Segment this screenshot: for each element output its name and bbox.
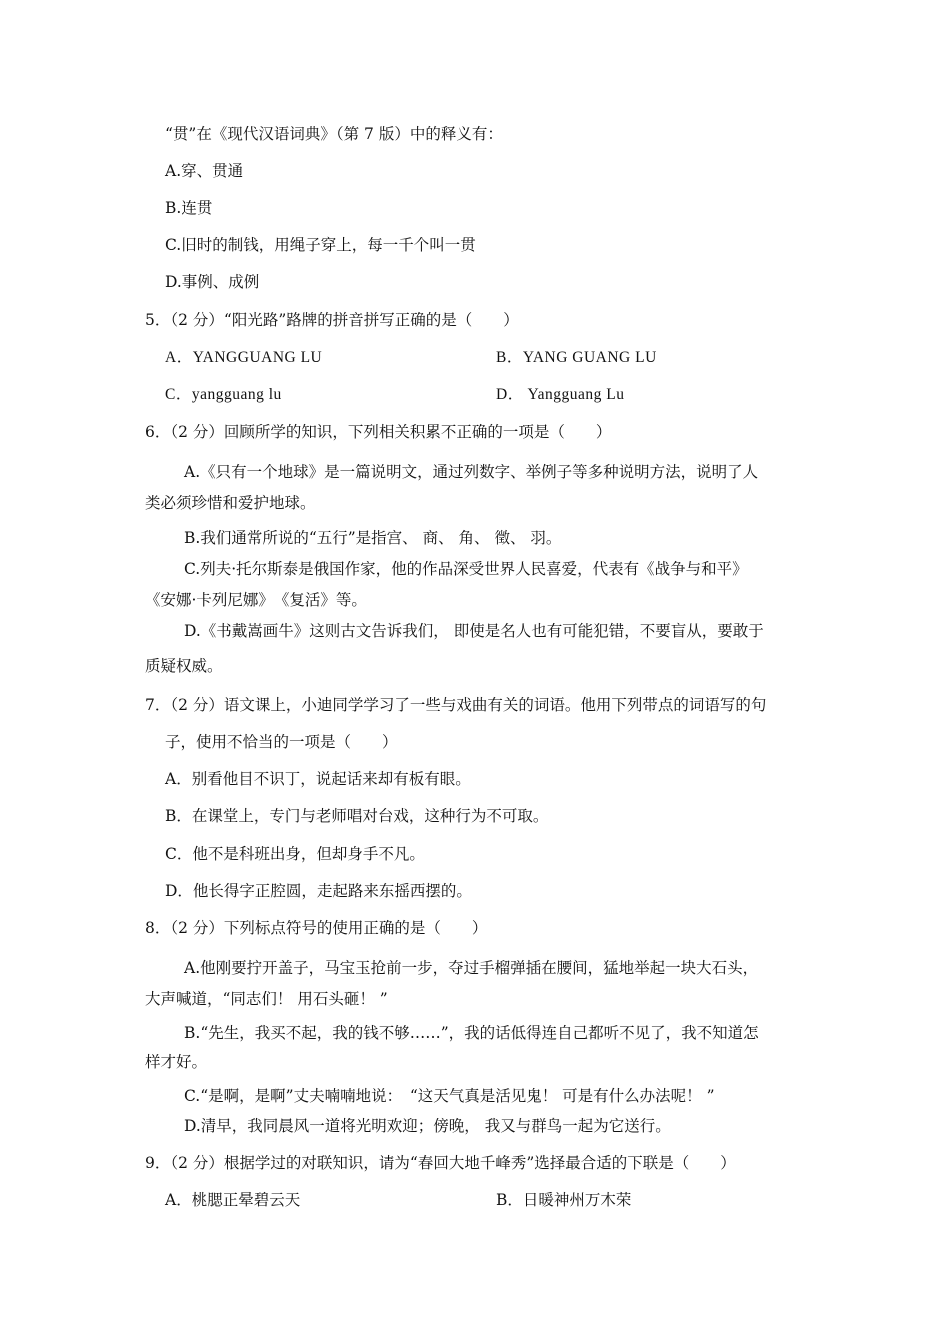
question-8-option-a-line1: A.他刚要拧开盖子，马宝玉抢前一步，夺过手榴弹插在腰间，猛地举起一块大石头， <box>184 959 759 977</box>
question-7-option-c: C．他不是科班出身，但却身手不凡。 <box>165 845 425 863</box>
question-9-stem: 9．（2 分）根据学过的对联知识，请为“春回大地千峰秀”选择最合适的下联是（ ） <box>145 1154 736 1172</box>
question-5-option-d: D． Yangguang Lu <box>496 386 625 403</box>
question-8-option-c: C.“是啊，是啊”丈夫喃喃地说： “这天气真是活见鬼！ 可是有什么办法呢！ ” <box>184 1087 715 1105</box>
question-7-stem-line2: 子，使用不恰当的一项是（ ） <box>165 733 398 751</box>
question-8-option-a-line2: 大声喊道，“同志们！ 用石头砸！ ” <box>145 990 388 1008</box>
question-8-option-b-line2: 样才好。 <box>145 1053 208 1071</box>
question-7-option-d: D．他长得字正腔圆，走起路来东摇西摆的。 <box>165 882 472 900</box>
question-8-option-b-line1: B.“先生，我买不起，我的钱不够……”，我的话低得连自己都听不见了，我不知道怎 <box>184 1024 759 1042</box>
question-6-option-c-line2: 《安娜·卡列尼娜》 《复活》等。 <box>145 591 367 609</box>
question-6-option-d-line1: D.《书戴嵩画牛》这则古文告诉我们， 即使是名人也有可能犯错，不要盲从，要敢于 <box>184 622 764 640</box>
definition-b: B.连贯 <box>165 199 213 217</box>
question-5-option-a: A．YANGGUANG LU <box>165 349 323 366</box>
question-6-option-c-line1: C.列夫·托尔斯泰是俄国作家，他的作品深受世界人民喜爱，代表有《战争与和平》 <box>184 560 748 578</box>
question-5-stem: 5．（2 分）“阳光路”路牌的拼音拼写正确的是（ ） <box>145 311 519 329</box>
question-7-stem-line1: 7．（2 分）语文课上，小迪同学学习了一些与戏曲有关的词语。他用下列带点的词语写的句 <box>145 696 767 714</box>
question-5-option-c: C．yangguang lu <box>165 386 282 403</box>
question-6-option-b: B.我们通常所说的“五行”是指宫、 商、 角、 徵、 羽。 <box>184 529 562 547</box>
question-6-option-a-line1: A.《只有一个地球》是一篇说明文，通过列数字、举例子等多种说明方法，说明了人 <box>184 463 759 481</box>
question-7-option-b: B．在课堂上，专门与老师唱对台戏，这种行为不可取。 <box>165 807 549 825</box>
definition-a: A.穿、贯通 <box>165 162 244 180</box>
question-7-option-a: A．别看他目不识丁，说起话来却有板有眼。 <box>165 770 471 788</box>
definition-lead: “贯”在《现代汉语词典》（第 7 版）中的释义有： <box>165 125 503 143</box>
question-9-option-a: A．桃腮正晕碧云天 <box>165 1191 301 1209</box>
definition-d: D.事例、成例 <box>165 273 260 291</box>
question-8-stem: 8．（2 分）下列标点符号的使用正确的是（ ） <box>145 919 488 937</box>
question-9-option-b: B．日暖神州万木荣 <box>496 1191 632 1209</box>
question-6-option-a-line2: 类必须珍惜和爱护地球。 <box>145 494 316 512</box>
question-5-option-b: B．YANG GUANG LU <box>496 349 657 366</box>
question-6-option-d-line2: 质疑权威。 <box>145 657 223 675</box>
question-6-stem: 6．（2 分）回顾所学的知识，下列相关积累不正确的一项是（ ） <box>145 423 612 441</box>
question-8-option-d: D.清早，我同晨风一道将光明欢迎；傍晚， 我又与群鸟一起为它送行。 <box>184 1117 671 1135</box>
definition-c: C.旧时的制钱，用绳子穿上，每一千个叫一贯 <box>165 236 476 254</box>
